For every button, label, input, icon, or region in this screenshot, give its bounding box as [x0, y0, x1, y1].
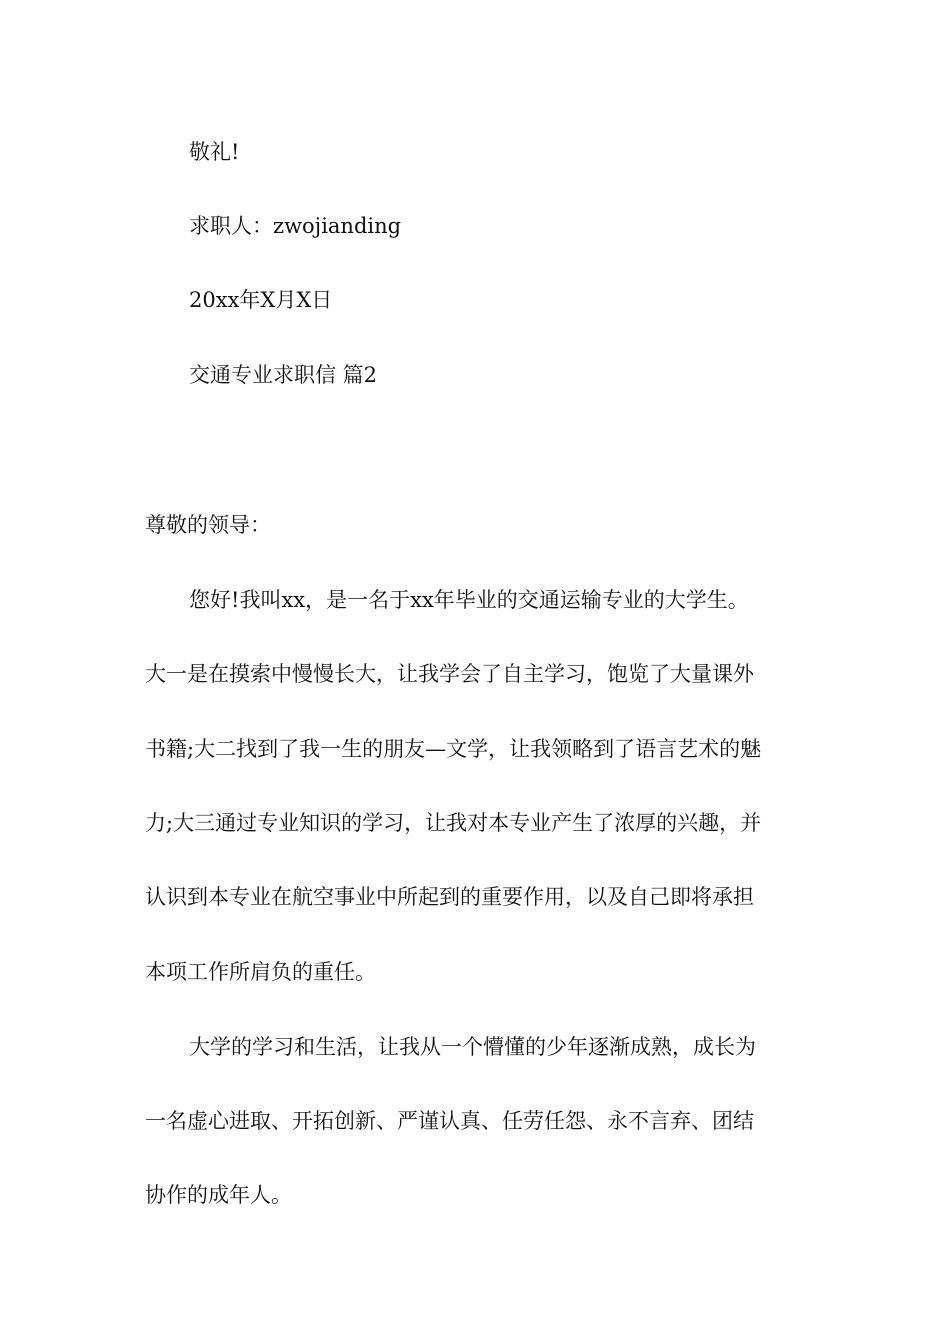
paragraph1-line: 大一是在摸索中慢慢长大，让我学会了自主学习，饱览了大量课外 [145, 662, 754, 686]
paragraph1-line: 力;大三通过专业知识的学习，让我对本专业产生了浓厚的兴趣，并 [145, 811, 762, 835]
paragraph1-line: 认识到本专业在航空事业中所起到的重要作用，以及自己即将承担 [145, 885, 754, 909]
closing-salutation: 敬礼! [189, 140, 240, 164]
paragraph1-line: 书籍;大二找到了我一生的朋友—文学，让我领略到了语言艺术的魅 [145, 737, 762, 761]
paragraph1-line: 本项工作所肩负的重任。 [145, 960, 376, 984]
section-heading: 交通专业求职信 篇2 [189, 363, 378, 387]
paragraph2-line: 大学的学习和生活，让我从一个懵懂的少年逐渐成熟，成长为 [189, 1035, 756, 1059]
paragraph2-line: 协作的成年人。 [145, 1183, 292, 1207]
letter-greeting: 尊敬的领导： [145, 513, 271, 537]
paragraph2-line: 一名虚心进取、开拓创新、严谨认真、任劳任怨、永不言弃、团结 [145, 1109, 754, 1133]
closing-signature: 求职人：zwojianding [189, 214, 402, 238]
paragraph1-line: 您好!我叫xx，是一名于xx年毕业的交通运输专业的大学生。 [189, 588, 749, 612]
closing-date: 20xx年X月X日 [189, 288, 333, 312]
